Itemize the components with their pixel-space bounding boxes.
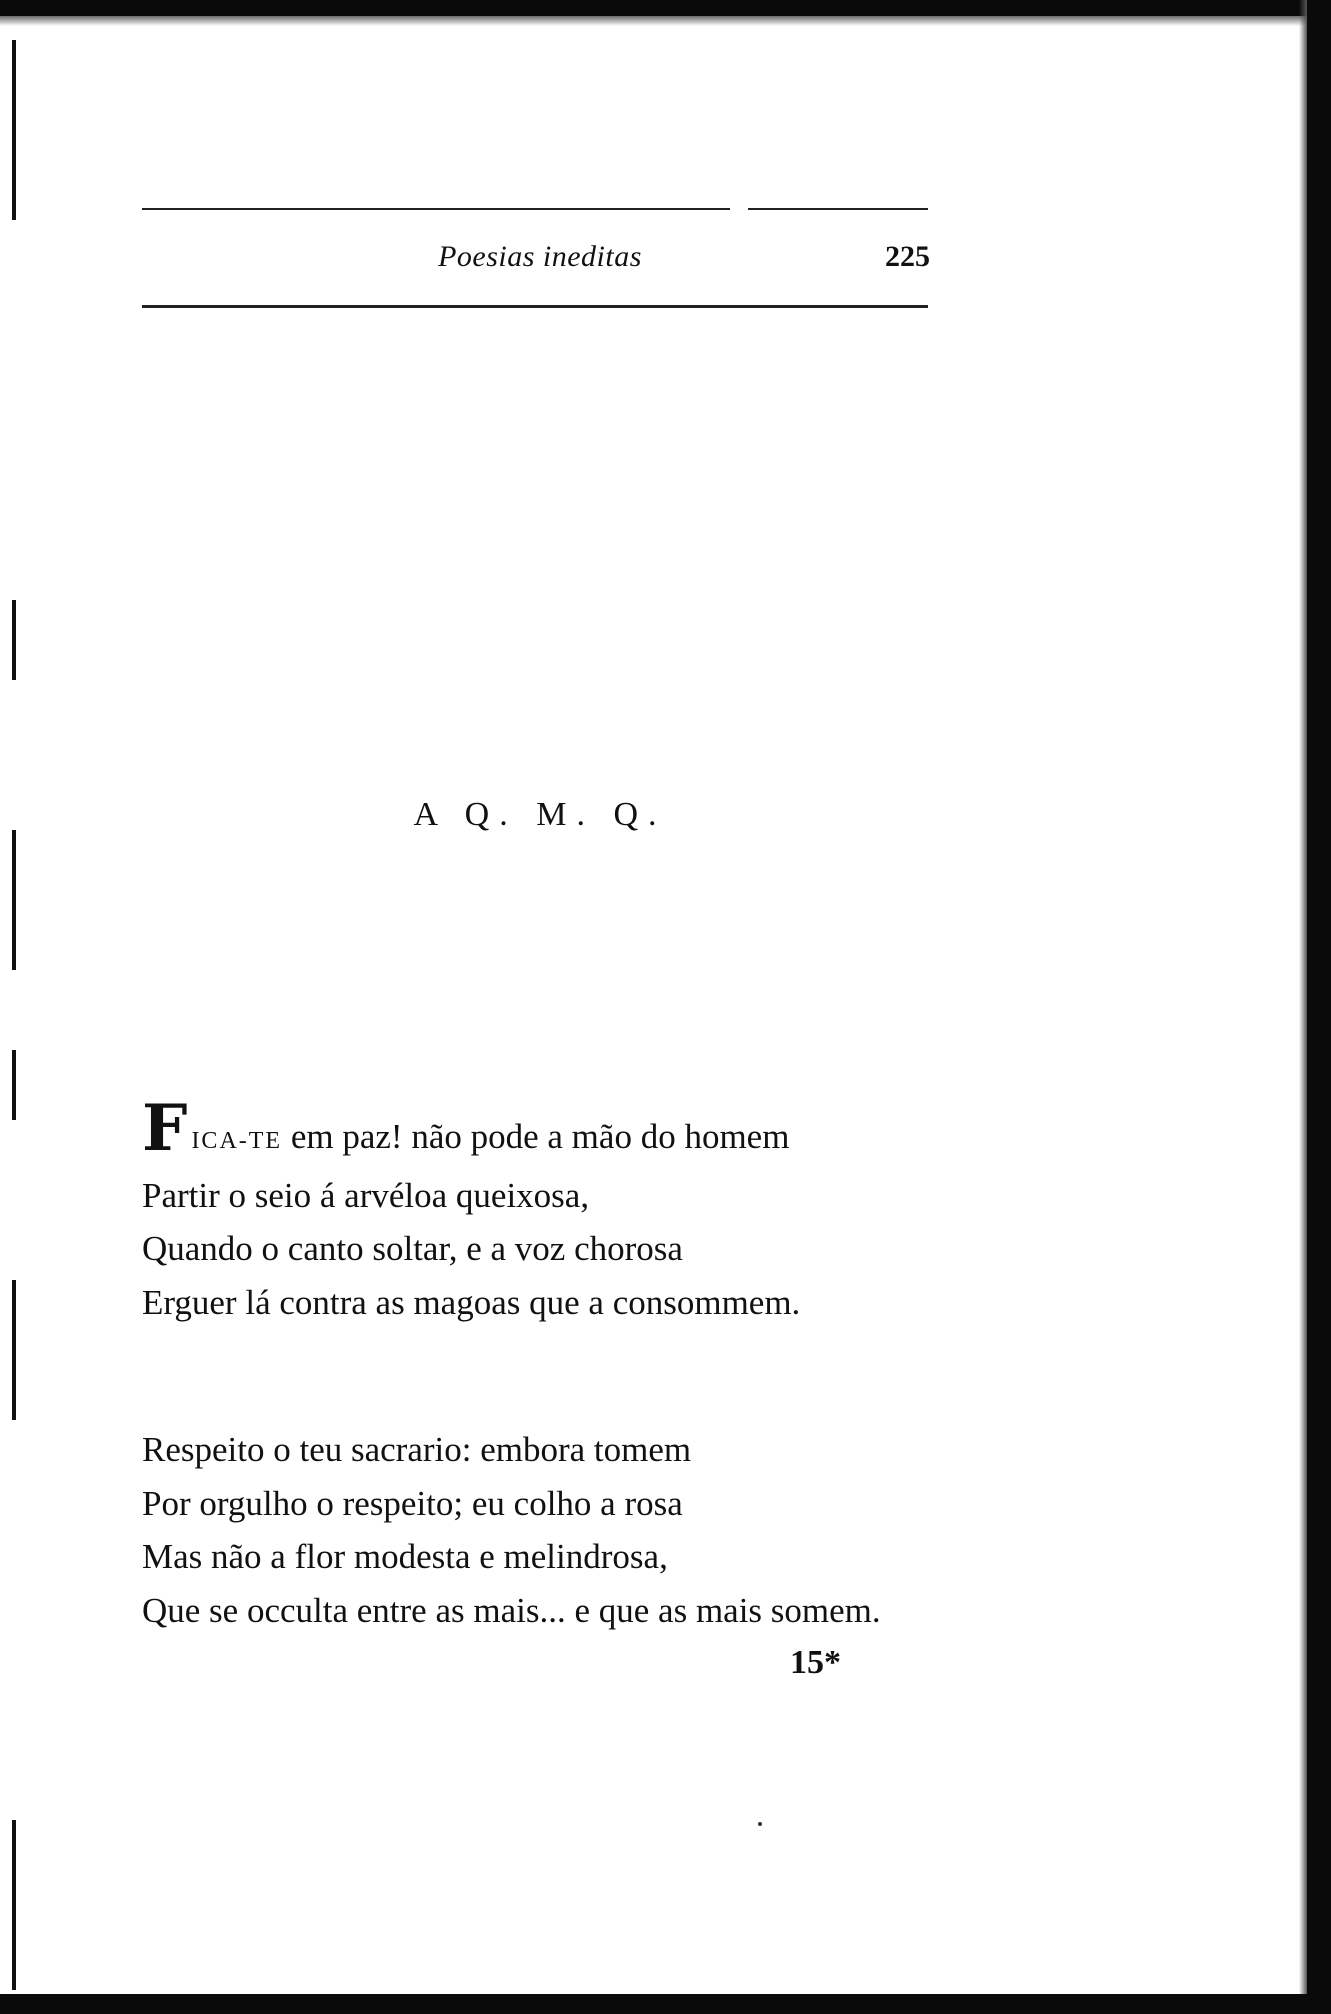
signature-mark: 15* [790, 1644, 841, 1681]
scan-mark-left [12, 1050, 16, 1120]
scan-border-bottom [0, 1994, 1331, 2014]
poem-line: Que se occulta entre as mais... e que as mais somem. [142, 1590, 881, 1630]
scan-border-top [0, 0, 1331, 16]
stanza-2 [142, 1423, 962, 1637]
poem-line: Respeito o teu sacrario: embora tomem [142, 1430, 692, 1469]
scan-shadow-right [1299, 0, 1307, 2014]
poem-line: Quando o canto soltar, e a voz chorosa [142, 1229, 683, 1268]
scan-mark-left [12, 1820, 16, 1990]
poem-line [142, 1091, 962, 1169]
poem-dedication: A Q. M. Q. [413, 796, 667, 833]
scan-mark-left [12, 830, 16, 970]
speck [758, 1822, 762, 1826]
scan-shadow-top [0, 16, 1331, 26]
smallcaps-opening: ICA-TE [191, 1128, 283, 1154]
poem-line: Mas não a flor modesta e melindrosa, [142, 1537, 668, 1576]
scan-mark-left [12, 1280, 16, 1420]
header-rule-top-left [142, 208, 730, 210]
poem-line: Erguer lá contra as magoas que a consommem. [142, 1282, 801, 1322]
running-title: Poesias ineditas [438, 240, 642, 273]
poem-line: Partir o seio á arvéloa queixosa, [142, 1175, 590, 1215]
scan-border-right [1307, 0, 1331, 2014]
poem-line: Por orgulho o respeito; eu colho a rosa [142, 1483, 683, 1523]
stanza-1 [142, 1091, 962, 1329]
scan-mark-left [12, 600, 16, 680]
poem-line-text: em paz! não pode a mão do homem [282, 1117, 790, 1156]
scan-mark-left [12, 40, 16, 220]
header-rule-top-right [748, 208, 928, 210]
page-number: 225 [885, 240, 930, 273]
drop-cap: F [142, 1091, 188, 1166]
header-rule-bottom [142, 305, 928, 308]
